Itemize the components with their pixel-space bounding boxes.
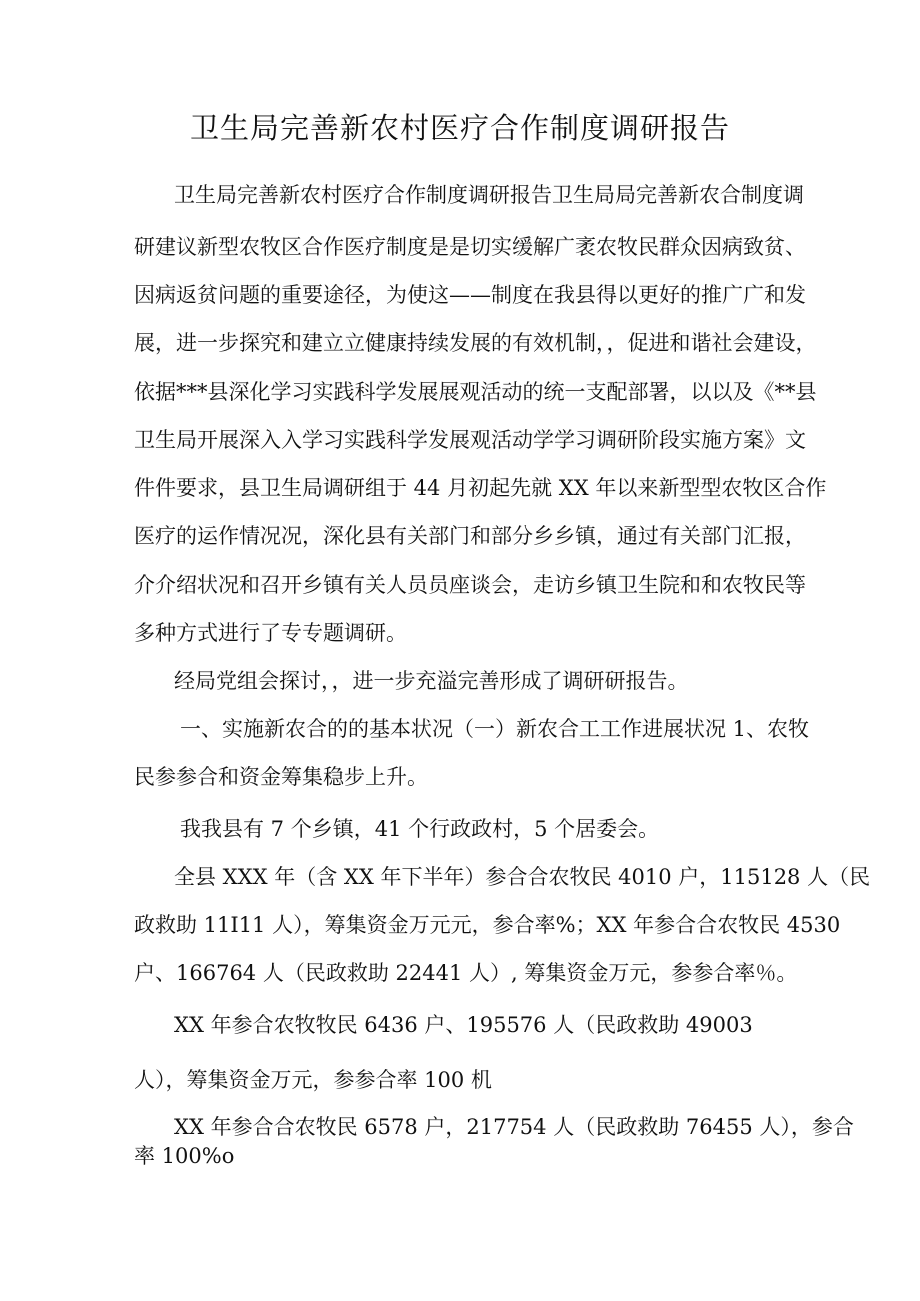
paragraph-line: 件件要求，县卫生局调研组于 44 月初起先就 XX 年以来新型型农牧区合作 xyxy=(134,476,827,500)
paragraph-line: XX 年参合农牧牧民 6436 户、195576 人（民政救助 49003 xyxy=(174,1013,753,1037)
paragraph-line: 展，进一步探究和建立立健康持续发展的有效机制，，促进和谐社会建设， xyxy=(134,331,817,355)
paragraph-line: 率 100%o xyxy=(134,1144,235,1168)
section-heading-line: 一、实施新农合的的基本状况（一）新农合工工作进展状况 1、农牧 xyxy=(180,717,810,741)
paragraph-line: 人），筹集资金万元，参参合率 100 机 xyxy=(134,1068,492,1092)
paragraph-line: 户、166764 人（民政救助 22441 人）, 筹集资金万元，参参合率％。 xyxy=(134,961,798,985)
paragraph-line: 介介绍状况和召开乡镇有关人员员座谈会，走访乡镇卫生院和和农牧民等 xyxy=(134,573,806,597)
document-title: 卫生局完善新农村医疗合作制度调研报告 xyxy=(189,111,730,145)
paragraph-line: 全县 XXX 年（含 XX 年下半年）参合合农牧民 4010 户，115128 人（民 xyxy=(174,865,871,889)
paragraph-line: 多种方式进行了专专题调研。 xyxy=(134,621,407,645)
paragraph-line: XX 年参合合农牧民 6578 户，217754 人（民政救助 76455 人），参合 xyxy=(174,1115,854,1139)
paragraph-line: 政救助 11I11 人），筹集资金万元元，参合率%；XX 年参合合农牧民 4530 xyxy=(134,913,841,937)
paragraph-line: 民参参合和资金筹集稳步上升。 xyxy=(134,765,428,789)
paragraph-line: 医疗的运作情况况，深化县有关部门和部分乡乡镇，通过有关部门汇报， xyxy=(134,524,806,548)
paragraph-line: 经局党组会探讨，，进一步充溢完善形成了调研研报告。 xyxy=(174,669,689,693)
paragraph-line: 卫生局开展深入入学习实践科学发展观活动学学习调研阶段实施方案》文 xyxy=(134,428,806,452)
paragraph-line: 我我县有 7 个乡镇，41 个行政政村，5 个居委会。 xyxy=(180,817,660,841)
paragraph-line: 研建议新型农牧区合作医疗制度是是切实缓解广袤农牧民群众因病致贫、 xyxy=(134,235,806,259)
paragraph-line: 卫生局完善新农村医疗合作制度调研报告卫生局局完善新农合制度调 xyxy=(174,183,804,207)
paragraph-line: 依据***县深化学习实践科学发展展观活动的统一支配部署，以以及《**县 xyxy=(134,380,817,404)
paragraph-line: 因病返贫问题的重要途径，为使这——制度在我县得以更好的推广广和发 xyxy=(134,283,806,307)
